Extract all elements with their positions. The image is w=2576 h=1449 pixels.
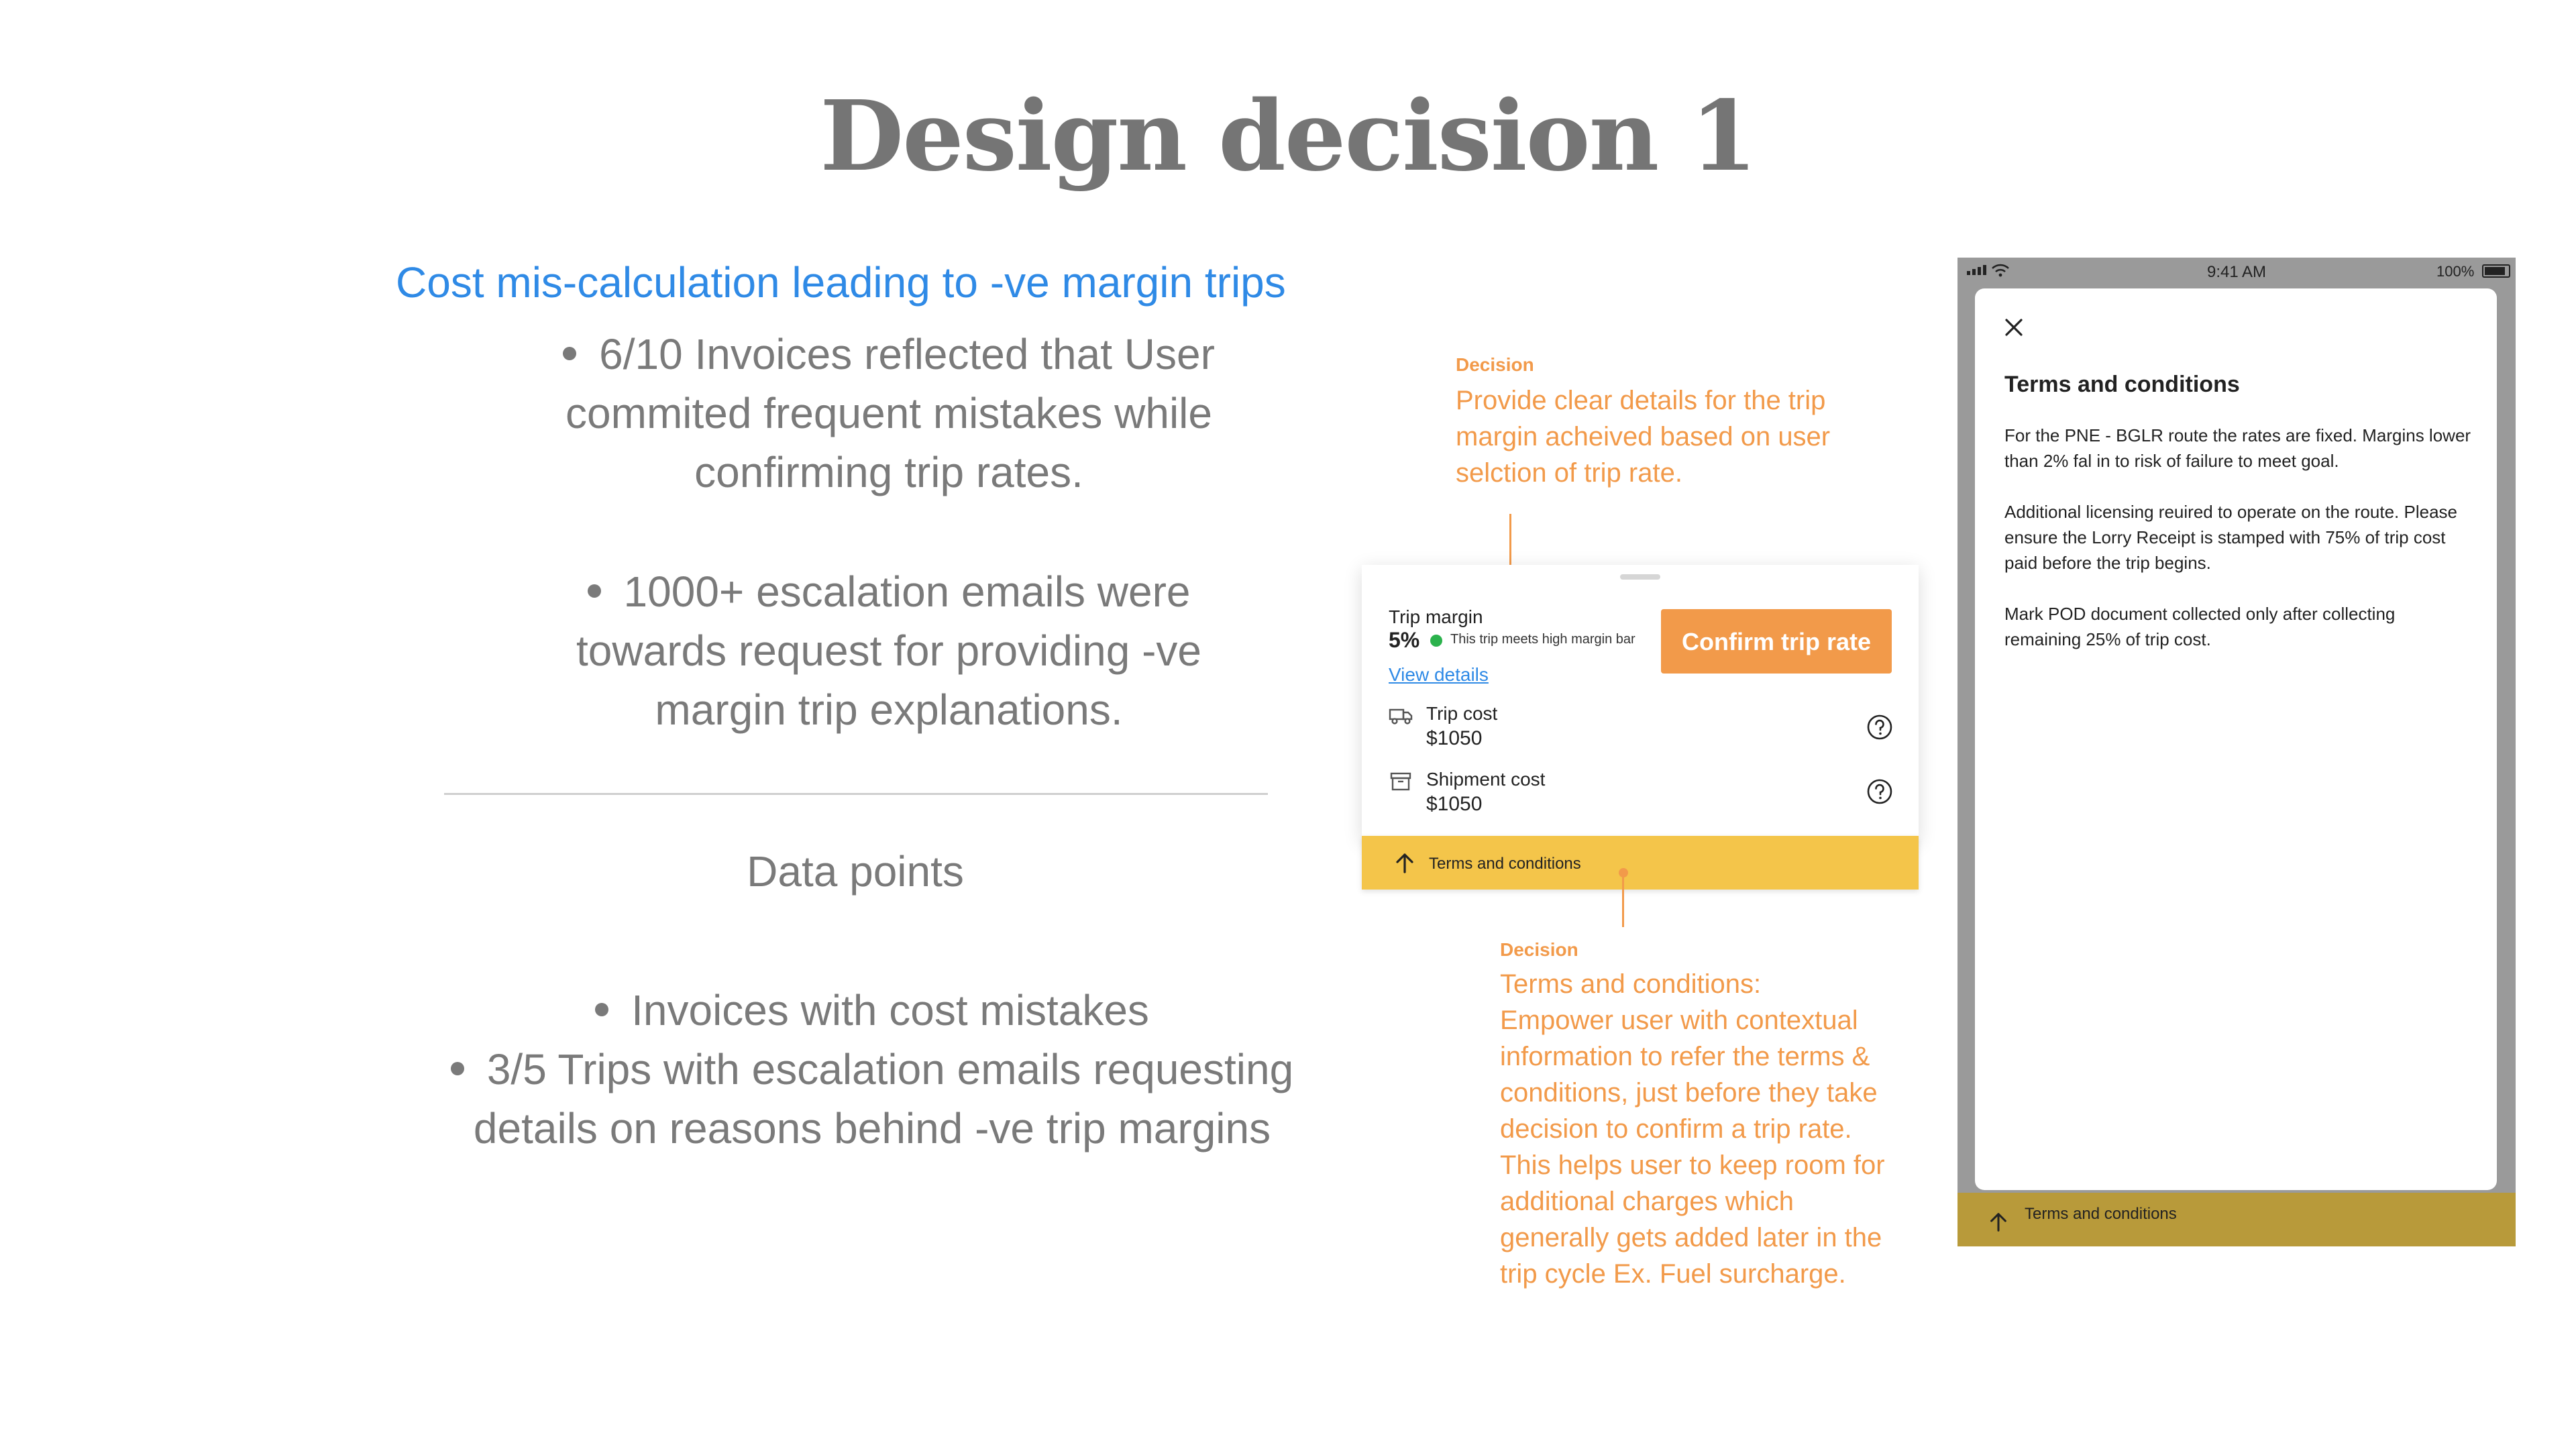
terms-sheet xyxy=(1975,288,2497,1190)
terms-paragraph: Mark POD document collected only after collecting remaining 25% of trip cost. xyxy=(2004,604,2396,649)
decision-line: Empower user with contextual xyxy=(1500,1006,1858,1035)
slide-title: Design decision 1 xyxy=(820,79,1756,193)
phone-terms-bar[interactable] xyxy=(1957,1193,2516,1246)
decision-line: Provide clear details for the trip xyxy=(1456,386,1826,415)
phone-terms-bar-label: Terms and conditions xyxy=(2025,1205,2177,1223)
arrow-up-icon xyxy=(1393,851,1417,875)
confirm-trip-rate-button[interactable]: Confirm trip rate xyxy=(1661,609,1892,674)
help-icon[interactable] xyxy=(1866,778,1893,805)
decision-label: Decision xyxy=(1500,939,1578,960)
status-time: 9:41 AM xyxy=(2206,263,2267,281)
close-icon[interactable] xyxy=(2002,315,2026,339)
annotation-connector-line xyxy=(1622,872,1624,927)
margin-status-dot xyxy=(1430,635,1442,647)
bullet-line: 6/10 Invoices reflected that User xyxy=(599,330,1215,378)
slide-subtitle: Cost mis-calculation leading to -ve margin trips xyxy=(396,258,1286,307)
truck-icon xyxy=(1389,706,1413,726)
decision-label: Decision xyxy=(1456,354,1534,375)
decision-line: Terms and conditions: xyxy=(1500,969,1762,999)
bullet-dot xyxy=(588,584,601,598)
decision-line: selction of trip rate. xyxy=(1456,458,1682,488)
margin-status-note: This trip meets high margin bar xyxy=(1450,632,1635,647)
decision-line: additional charges which xyxy=(1500,1187,1794,1216)
battery-fill xyxy=(2485,267,2505,275)
sheet-title: Terms and conditions xyxy=(2004,372,2240,397)
terms-bar-label: Terms and conditions xyxy=(1429,855,1581,873)
bullet-escalations xyxy=(443,562,1335,739)
decision-line: trip cycle Ex. Fuel surcharge. xyxy=(1500,1259,1846,1289)
decision-text xyxy=(1456,382,1885,491)
shipment-cost-label: Shipment cost xyxy=(1426,769,1546,790)
battery-percentage: 100% xyxy=(2436,263,2475,280)
data-point-line: 3/5 Trips with escalation emails requesting xyxy=(486,1045,1294,1093)
view-details-link[interactable]: View details xyxy=(1389,664,1489,685)
trip-rate-sheet xyxy=(1362,565,1919,840)
section-divider xyxy=(444,793,1268,795)
trip-cost-value: $1050 xyxy=(1426,727,1483,749)
decision-line: decision to confirm a trip rate. xyxy=(1500,1114,1852,1144)
bullet-line: 1000+ escalation emails were xyxy=(623,568,1191,616)
shipment-cost-value: $1050 xyxy=(1426,793,1483,815)
battery-icon xyxy=(2482,264,2510,278)
decision-line: conditions, just before they take xyxy=(1500,1078,1878,1108)
decision-line: information to refer the terms & xyxy=(1500,1042,1870,1071)
phone-mockup xyxy=(1957,258,2516,1246)
box-icon xyxy=(1389,771,1413,792)
decision-line: margin acheived based on user xyxy=(1456,422,1831,451)
bullet-dot xyxy=(563,347,576,360)
bullet-dot xyxy=(451,1062,464,1075)
terms-and-conditions-bar[interactable] xyxy=(1362,836,1919,890)
terms-paragraph: Additional licensing reuired to operate on the route. Please ensure the Lorry Receipt is stamped with 75% of trip cost paid before the trip begins. xyxy=(2004,502,2457,573)
drag-handle[interactable] xyxy=(1620,574,1660,580)
decision-text xyxy=(1500,966,1929,1292)
terms-paragraph: For the PNE - BGLR route the rates are fixed. Margins lower than 2% fal in to risk of failure to meet goal. xyxy=(2004,425,2471,471)
decision-line: This helps user to keep room for xyxy=(1500,1150,1885,1180)
bullet-line: commited frequent mistakes while xyxy=(566,389,1212,437)
trip-margin-value: 5% xyxy=(1389,628,1420,652)
terms-body xyxy=(2004,423,2474,678)
bullet-invoices xyxy=(443,325,1335,502)
help-icon[interactable] xyxy=(1866,714,1893,741)
bullet-line: margin trip explanations. xyxy=(655,686,1123,734)
bullet-line: confirming trip rates. xyxy=(694,448,1083,496)
data-points-list xyxy=(402,981,1342,1158)
decision-line: generally gets added later in the xyxy=(1500,1223,1882,1252)
trip-cost-label: Trip cost xyxy=(1426,703,1498,724)
bullet-line: towards request for providing -ve xyxy=(576,627,1201,675)
data-point-line: Invoices with cost mistakes xyxy=(631,986,1149,1034)
bullet-dot xyxy=(595,1003,608,1016)
data-points-title: Data points xyxy=(747,847,964,896)
data-point-line: details on reasons behind -ve trip margins xyxy=(473,1104,1271,1152)
arrow-up-icon xyxy=(1987,1210,2010,1233)
trip-margin-label: Trip margin xyxy=(1389,606,1483,627)
